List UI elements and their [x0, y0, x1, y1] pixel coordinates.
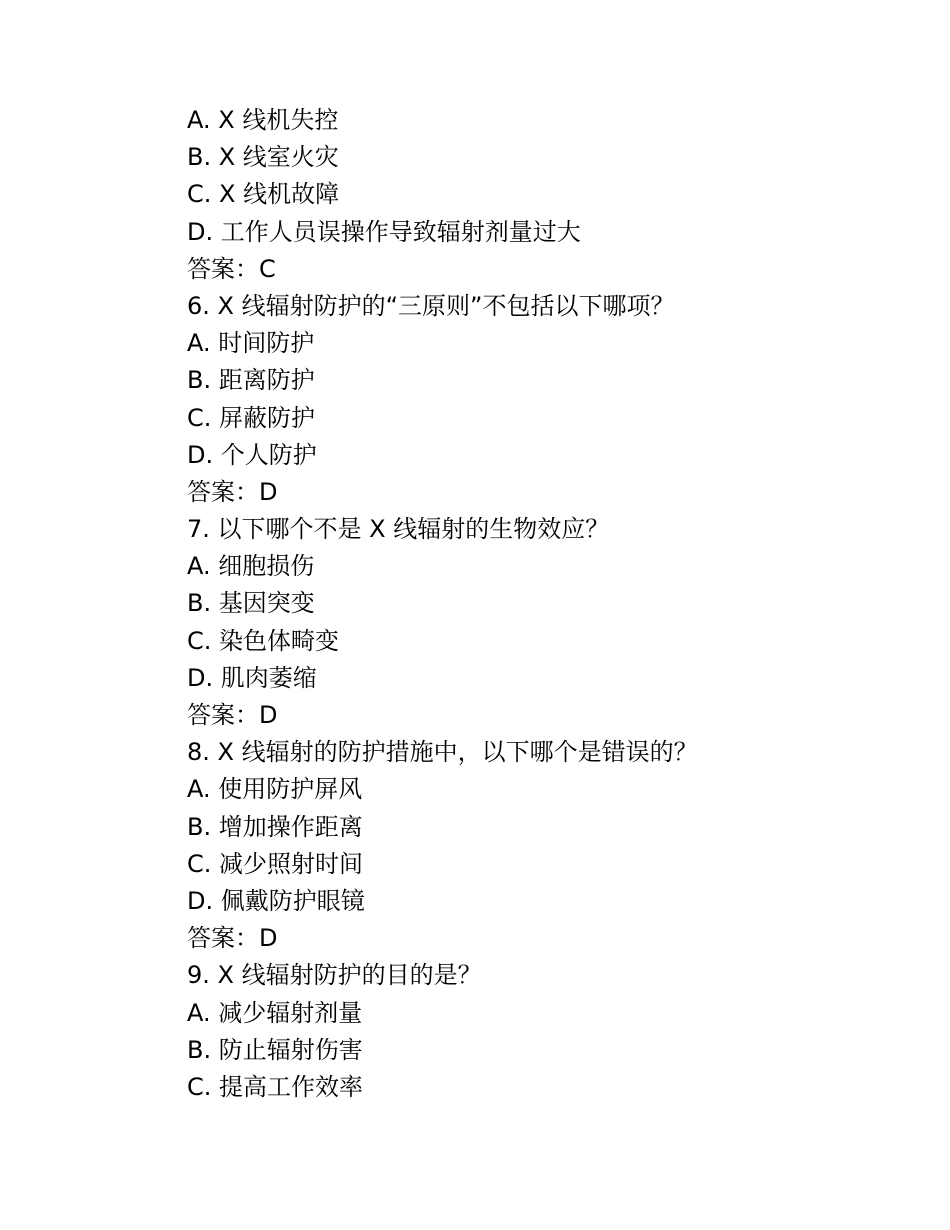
option-line: A. 时间防护: [187, 329, 315, 358]
option-line: A. 使用防护屏风: [187, 775, 363, 804]
option-line: A. 细胞损伤: [187, 552, 315, 581]
option-line: C. 屏蔽防护: [187, 403, 316, 432]
question-line: 8. X 线辐射的防护措施中，以下哪个是错误的？: [187, 738, 698, 767]
option-line: A. X 线机失控: [187, 106, 339, 134]
option-line: D. 肌肉萎缩: [187, 663, 317, 692]
option-line: C. 染色体畸变: [187, 626, 340, 655]
option-line: B. X 线室火灾: [187, 143, 339, 172]
option-line: A. 减少辐射剂量: [187, 998, 363, 1027]
option-line: B. 防止辐射伤害: [187, 1035, 363, 1064]
option-line: C. 提高工作效率: [187, 1072, 364, 1101]
question-line: 9. X 线辐射防护的目的是？: [187, 961, 482, 990]
option-line: C. 减少照射时间: [187, 849, 364, 878]
answer-line: 答案：C: [187, 254, 276, 283]
option-line: D. 佩戴防护眼镜: [187, 886, 365, 915]
answer-line: 答案：D: [187, 477, 278, 506]
option-line: D. 工作人员误操作导致辐射剂量过大: [187, 217, 581, 246]
option-line: B. 增加操作距离: [187, 812, 363, 841]
question-line: 6. X 线辐射防护的“三原则”不包括以下哪项？: [187, 291, 675, 320]
answer-line: 答案：D: [187, 701, 278, 729]
option-line: D. 个人防护: [187, 440, 317, 469]
option-line: C. X 线机故障: [187, 180, 340, 209]
quiz-text-block: [187, 102, 698, 1106]
answer-line: 答案：D: [187, 924, 278, 953]
question-line: 7. 以下哪个不是 X 线辐射的生物效应？: [187, 515, 610, 544]
option-line: B. 距离防护: [187, 366, 315, 395]
option-line: B. 基因突变: [187, 589, 315, 618]
